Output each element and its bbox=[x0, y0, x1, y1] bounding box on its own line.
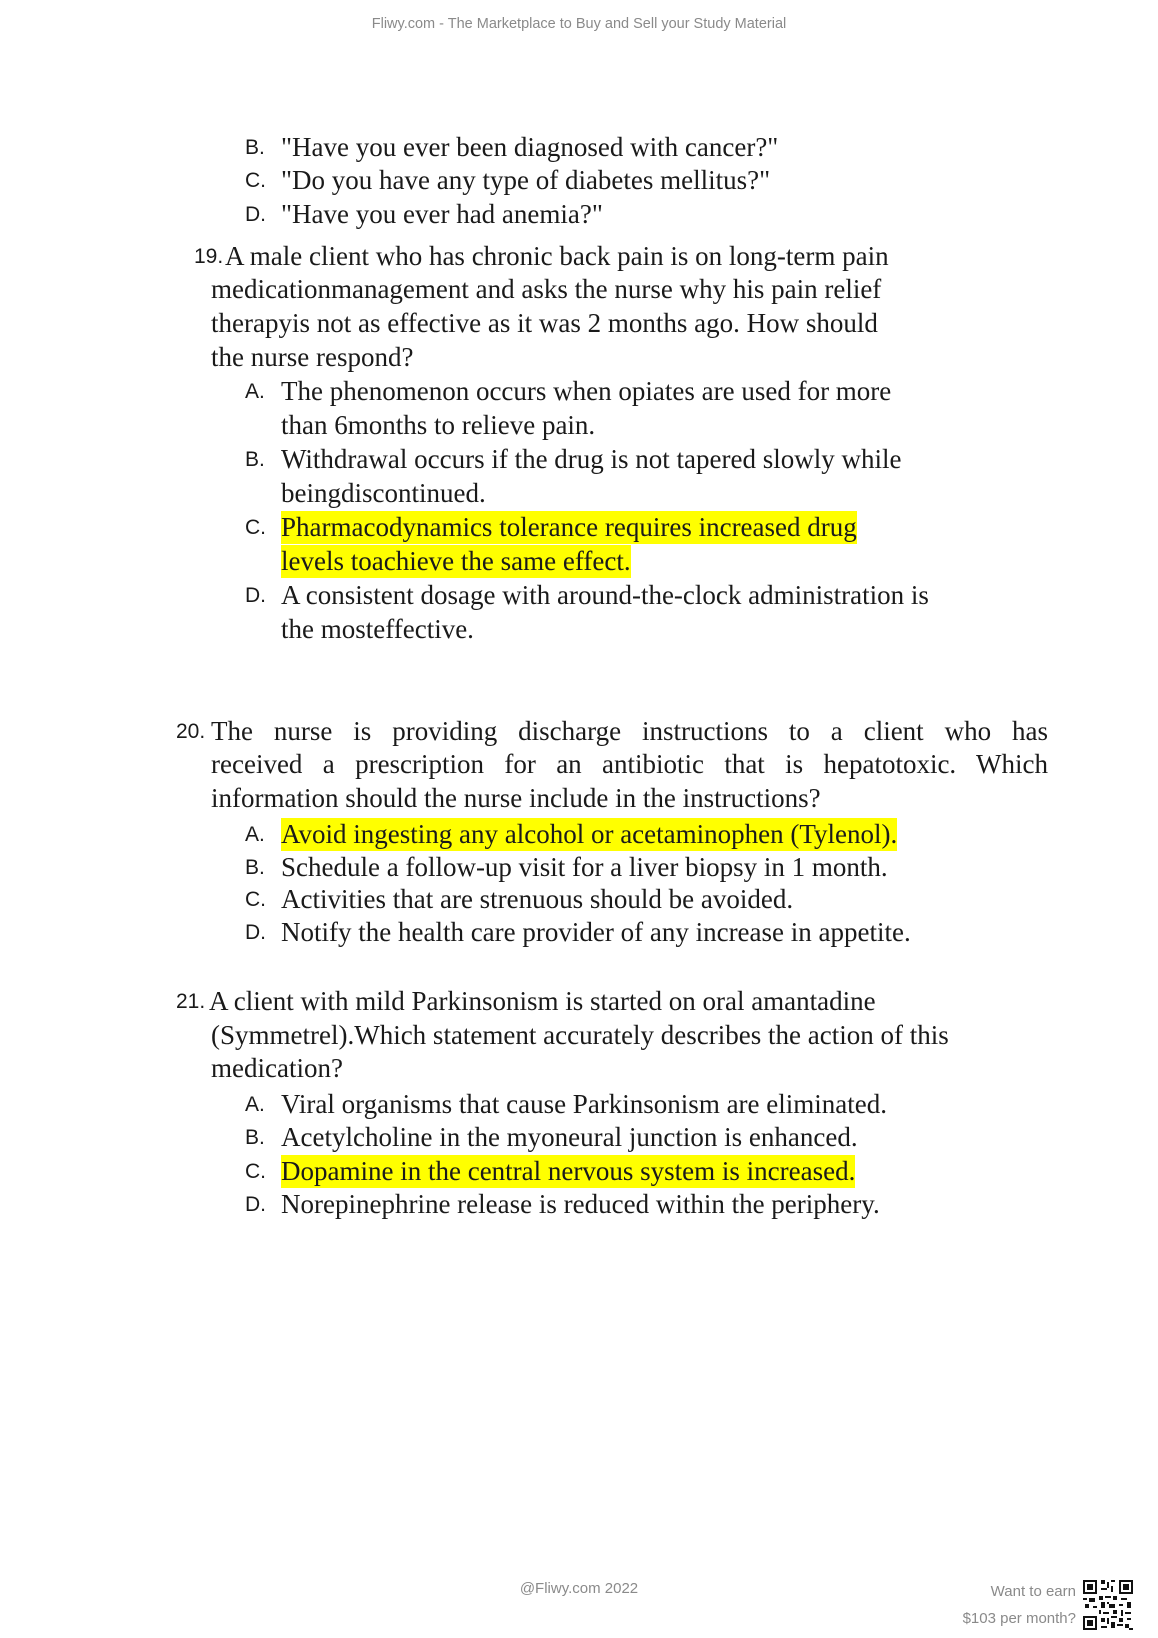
question-text: medicationmanagement and asks the nurse why his pain relief bbox=[211, 274, 882, 304]
correct-answer-highlight: levels toachieve the same effect. bbox=[281, 546, 631, 576]
question-text: the nurse respond? bbox=[211, 342, 414, 372]
option-text: Viral organisms that cause Parkinsonism are eliminated. bbox=[281, 1089, 887, 1119]
option-text: Schedule a follow-up visit for a liver biopsy in 1 month. bbox=[281, 852, 888, 882]
option-letter: A. bbox=[245, 380, 265, 403]
option-letter: D. bbox=[245, 584, 266, 607]
option-text: The phenomenon occurs when opiates are used for more bbox=[281, 376, 892, 406]
option-letter: C. bbox=[245, 888, 266, 911]
option-text: Withdrawal occurs if the drug is not tapered slowly while bbox=[281, 444, 902, 474]
question-text: A male client who has chronic back pain is on long-term pain bbox=[225, 241, 889, 271]
question-text: (Symmetrel).Which statement accurately describes the action of this bbox=[211, 1020, 949, 1050]
question-text: A client with mild Parkinsonism is started on oral amantadine bbox=[209, 986, 876, 1016]
option-letter: C. bbox=[245, 1160, 266, 1183]
page-header: Fliwy.com - The Marketplace to Buy and Sell your Study Material bbox=[371, 16, 787, 32]
option-letter: B. bbox=[245, 1126, 265, 1149]
option-letter: B. bbox=[245, 856, 265, 879]
question-text: information should the nurse include in the instructions? bbox=[211, 783, 821, 813]
option-text: the mosteffective. bbox=[281, 614, 474, 644]
question-number: 21. bbox=[176, 990, 206, 1013]
footer-promo[interactable] bbox=[963, 1578, 1076, 1632]
option-text: "Do you have any type of diabetes mellitus?" bbox=[281, 165, 771, 195]
option-text: Acetylcholine in the myoneural junction is enhanced. bbox=[281, 1122, 858, 1152]
option-letter: D. bbox=[245, 921, 266, 944]
option-text: A consistent dosage with around-the-clock administration is bbox=[281, 580, 929, 610]
option-letter: D. bbox=[245, 203, 266, 226]
option-letter: B. bbox=[245, 136, 265, 159]
option-text: "Have you ever been diagnosed with cancer?" bbox=[281, 132, 779, 162]
option-text: Norepinephrine release is reduced within the periphery. bbox=[281, 1189, 880, 1219]
option-letter: A. bbox=[245, 1093, 265, 1116]
footer-copyright: @Fliwy.com 2022 bbox=[519, 1580, 639, 1597]
correct-answer-highlight: Dopamine in the central nervous system is increased. bbox=[281, 1156, 856, 1186]
option-text: than 6months to relieve pain. bbox=[281, 410, 596, 440]
promo-line: Want to earn bbox=[990, 1583, 1076, 1600]
option-letter: D. bbox=[245, 1193, 266, 1216]
option-text: Activities that are strenuous should be avoided. bbox=[281, 884, 794, 914]
qr-code-icon[interactable] bbox=[1083, 1580, 1133, 1630]
question-text: The nurse is providing discharge instructions to a client who has bbox=[211, 716, 1048, 746]
question-number: 20. bbox=[176, 720, 206, 743]
option-letter: C. bbox=[245, 169, 266, 192]
question-number: 19. bbox=[194, 245, 224, 268]
option-text: Notify the health care provider of any increase in appetite. bbox=[281, 917, 911, 947]
promo-line: $103 per month? bbox=[962, 1610, 1076, 1627]
option-letter: A. bbox=[245, 823, 265, 846]
correct-answer-highlight: Pharmacodynamics tolerance requires increased drug bbox=[281, 512, 857, 542]
correct-answer-highlight: Avoid ingesting any alcohol or acetaminophen (Tylenol). bbox=[281, 819, 898, 849]
question-text: received a prescription for an antibiotic that is hepatotoxic. Which bbox=[211, 749, 1048, 779]
question-text: therapyis not as effective as it was 2 months ago. How should bbox=[211, 308, 878, 338]
option-letter: B. bbox=[245, 448, 265, 471]
option-text: "Have you ever had anemia?" bbox=[281, 199, 603, 229]
option-letter: C. bbox=[245, 516, 266, 539]
option-text: beingdiscontinued. bbox=[281, 478, 486, 508]
question-text: medication? bbox=[211, 1053, 343, 1083]
